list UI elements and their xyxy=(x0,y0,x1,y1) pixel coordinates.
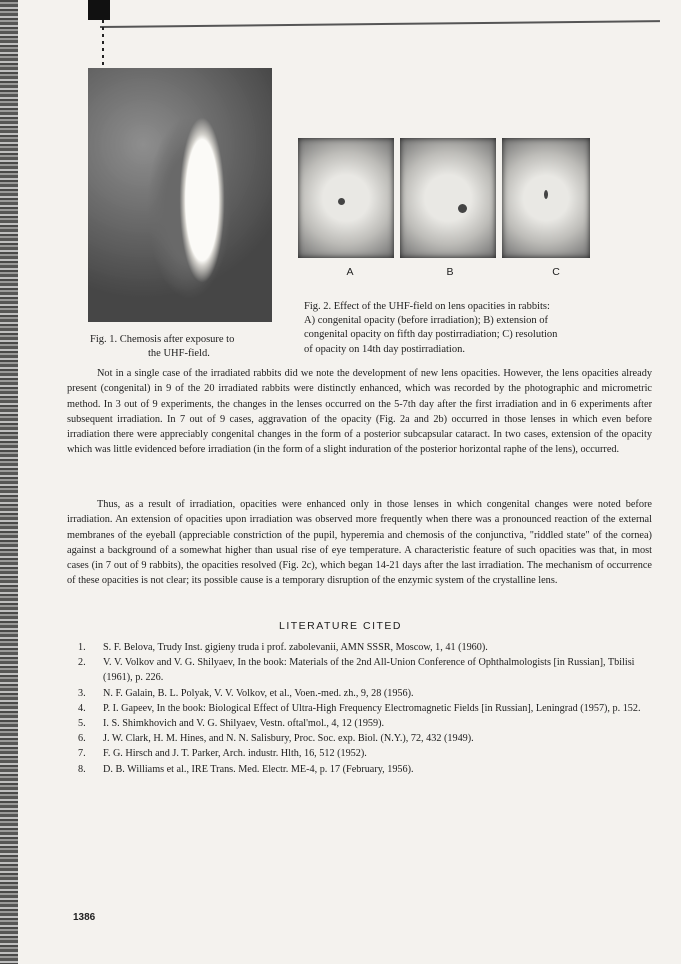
scan-edge-artifact xyxy=(0,0,18,964)
figure-2-caption-line-2: A) congenital opacity (before irradiation); B) extension of xyxy=(304,315,549,327)
reference-item: 7. F. G. Hirsch and J. T. Parker, Arch. industr. Hlth, 16, 512 (1952). xyxy=(78,748,367,760)
figure-2-panel-c xyxy=(502,138,590,258)
figure-1-caption xyxy=(90,333,285,361)
figure-1-caption-line-2: the UHF-field. xyxy=(148,348,210,359)
scan-corner-artifact xyxy=(88,0,110,20)
figure-1-photo xyxy=(88,68,272,322)
figure-2-label-c: C xyxy=(552,266,560,278)
reference-item: 8. D. B. Williams et al., IRE Trans. Med. Electr. ME-4, p. 17 (February, 1956). xyxy=(78,763,414,775)
reference-item: 4. P. I. Gapeev, In the book: Biological Effect of Ultra-High Frequency Electromagnetic Fields [in Russian], Leningrad (1957), p. 152. xyxy=(78,702,641,714)
reference-item: 6. J. W. Clark, H. M. Hines, and N. N. Salisbury, Proc. Soc. exp. Biol. (N.Y.), 72, 432 (1949). xyxy=(78,733,474,745)
reference-item: 3. N. F. Galain, B. L. Polyak, V. V. Volkov, et al., Voen.-med. zh., 9, 28 (1956). xyxy=(78,687,414,699)
reference-item: 2. V. V. Volkov and V. G. Shilyaev, In the book: Materials of the 2nd All-Union Conference of Ophthalmologists [in Russian], Tbilisi (1961), p. 226. xyxy=(78,657,635,684)
references-heading: LITERATURE CITED xyxy=(279,620,402,632)
reference-item: 1. S. F. Belova, Trudy Inst. gigieny truda i prof. zabolevanii, AMN SSSR, Moscow, 1, 41 (1960). xyxy=(78,642,488,653)
figure-2-caption-line-4: of opacity on 14th day postirradiation. xyxy=(304,343,465,355)
figure-2-caption-line-3: congenital opacity on fifth day postirradiation; C) resolution xyxy=(304,329,558,341)
scan-top-line xyxy=(100,20,660,28)
body-paragraph-2: Thus, as a result of irradiation, opacities were enhanced only in those lenses in which congenital changes were noted before irradiation. An extension of opacities upon irradiation was observed more frequently when there was a pronounced reaction of the external membranes of the eyeball (appreciable constriction of the pupil, hyperemia and chemosis of the conjunctiva, "riddled state" of the cornea) against a background of a somewhat higher than usual rise of eye temperature. A characteristic feature of such opacities was that, in most cases (in 7 out of 9 rabbits), the opacities resolved (Fig. 2c), which began 14-21 days after the last irradiation. The mechanism of occurrence of these opacities is not clear; its possible cause is a temporary disruption of the enzymic system of the crystalline lens. xyxy=(67,499,652,587)
figure-2-caption xyxy=(304,300,624,357)
body-paragraph-1: Not in a single case of the irradiated rabbits did we note the development of new lens opacities. However, the lens opacities already present (congenital) in 9 of the 20 irradiated rabbits were distinctly enhanced, which was recorded by the photographic and micrometric method. In 3 out of 9 experiments, the changes in the lenses occurred on the 5-7th day after the first irradiation and in 6 experiments after subsequent irradiation. In 7 out of 9 cases, aggravation of the opacity (Fig. 2a and 2b) occurred in those lenses in which even before irradiation there were appreciably congenital changes in the form of a posterior subcapsular cataract. In two cases, extension of the opacity which was little evidenced before irradiation (in the form of a slight induration of the posterior horizontal raphe of the lens), occurred. xyxy=(67,368,652,456)
figure-2-label-b: B xyxy=(446,266,454,278)
page-number: 1386 xyxy=(73,912,96,923)
figure-1-caption-line-1: Fig. 1. Chemosis after exposure to xyxy=(90,334,235,345)
figure-2-caption-line-1: Fig. 2. Effect of the UHF-field on lens opacities in rabbits: xyxy=(304,301,550,312)
figure-2-label-a: A xyxy=(346,266,354,278)
references-list xyxy=(78,640,658,777)
figure-2-panel-b xyxy=(400,138,496,258)
reference-item: 5. I. S. Shimkhovich and V. G. Shilyaev, Vestn. oftal'mol., 4, 12 (1959). xyxy=(78,718,385,730)
figure-2-panel-a xyxy=(298,138,394,258)
